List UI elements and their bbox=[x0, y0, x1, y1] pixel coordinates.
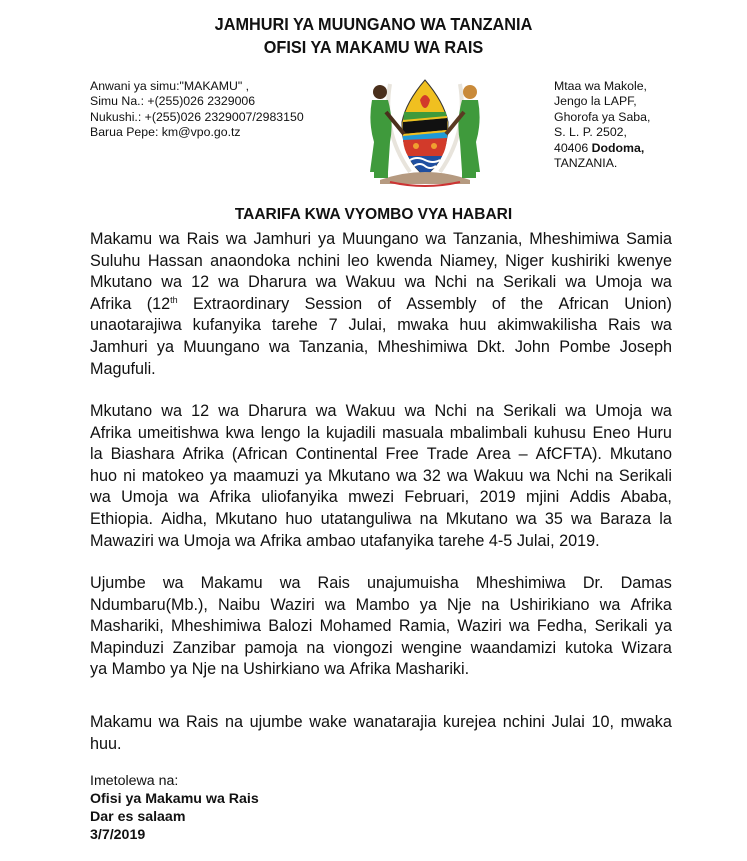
word: wa bbox=[158, 713, 180, 731]
word: Dharura bbox=[248, 402, 307, 420]
word: wa bbox=[404, 273, 426, 292]
text-line bbox=[90, 423, 672, 445]
word: 35 bbox=[544, 509, 563, 528]
word: nchini bbox=[297, 251, 340, 270]
word: ya bbox=[90, 660, 108, 679]
email-address: Barua Pepe: km@vpo.go.tz bbox=[90, 125, 241, 140]
word: 4-5 bbox=[488, 531, 513, 550]
word: maamuzi bbox=[233, 466, 299, 485]
word: Februari, bbox=[404, 488, 470, 507]
word: Ababa, bbox=[620, 488, 672, 507]
word: Wakuu bbox=[345, 402, 396, 420]
word: Mheshimiwa bbox=[475, 574, 566, 592]
word: nchini bbox=[502, 713, 546, 731]
word: Huru bbox=[636, 423, 672, 442]
word: Mohamed bbox=[319, 617, 392, 636]
word: na bbox=[475, 402, 494, 420]
text-line bbox=[90, 616, 672, 638]
word: ya bbox=[304, 466, 322, 485]
word: Naibu bbox=[217, 595, 261, 614]
word: Dr. bbox=[582, 574, 604, 592]
word: Ushirkiano bbox=[243, 660, 320, 679]
word: Umoja bbox=[595, 402, 643, 420]
word: Mkutano bbox=[445, 509, 508, 528]
word: Afrika bbox=[630, 595, 672, 614]
word: wa bbox=[279, 574, 301, 592]
word: lengo bbox=[260, 423, 301, 442]
word: huu bbox=[459, 316, 487, 335]
word: Julai, bbox=[348, 316, 387, 335]
word: Serikali bbox=[618, 466, 672, 485]
word: Eneo bbox=[592, 423, 631, 442]
word: Ndumbaru(Mb.), bbox=[90, 595, 208, 614]
word: tarehe bbox=[438, 531, 485, 550]
word: Afrika bbox=[90, 423, 132, 442]
word: the bbox=[520, 294, 544, 313]
word: Jamhuri bbox=[253, 230, 312, 248]
text-line bbox=[90, 466, 672, 488]
word: wa bbox=[599, 595, 621, 614]
issue-date: 3/7/2019 bbox=[90, 827, 146, 843]
word: wa bbox=[162, 574, 184, 592]
word: na bbox=[419, 509, 438, 528]
word: Mashariki. bbox=[395, 660, 470, 679]
word: utatanguliwa bbox=[320, 509, 412, 528]
header-country: JAMHURI YA MUUNGANO WA TANZANIA bbox=[214, 14, 533, 34]
word: Mkutano bbox=[90, 273, 153, 292]
word: Dkt. bbox=[476, 337, 506, 356]
word: 7 bbox=[328, 316, 338, 335]
word: Extraordinary bbox=[192, 294, 290, 313]
ordinal-suffix: th bbox=[170, 294, 178, 305]
word: wa bbox=[269, 337, 290, 356]
word: ya bbox=[317, 230, 336, 248]
word: umeitishwa bbox=[137, 423, 219, 442]
word: wa bbox=[234, 531, 256, 550]
word: waandamizi bbox=[470, 638, 557, 657]
text-line bbox=[90, 294, 672, 316]
text-line bbox=[90, 315, 672, 337]
word: Suluhu bbox=[90, 251, 141, 270]
word: mwezi bbox=[348, 488, 394, 507]
fax-number: Nukushi.: +(255)026 2329007/2983150 bbox=[90, 109, 304, 124]
word: Julai bbox=[551, 713, 585, 731]
word: African bbox=[558, 294, 609, 313]
paragraph-4 bbox=[90, 712, 672, 755]
word: wa bbox=[225, 230, 247, 248]
word: Afrika bbox=[209, 488, 251, 507]
issuing-office: Ofisi ya Makamu wa Rais bbox=[90, 791, 259, 807]
city-line bbox=[554, 141, 650, 156]
word: Damas bbox=[620, 574, 672, 592]
word: Mawaziri bbox=[90, 531, 154, 550]
word: na bbox=[594, 466, 613, 485]
word: tarehe bbox=[271, 316, 318, 335]
text-line bbox=[90, 638, 672, 660]
word: Addis bbox=[569, 488, 611, 507]
word: Mambo bbox=[355, 595, 410, 614]
word: huu. bbox=[90, 734, 122, 753]
word: wa bbox=[158, 531, 180, 550]
telegraphic-address: Anwani ya simu:"MAKAMU" , bbox=[90, 79, 250, 93]
word: Umoja bbox=[595, 273, 643, 292]
word: Hassan bbox=[147, 251, 203, 270]
text-line bbox=[90, 659, 672, 681]
word: Afrika bbox=[260, 531, 302, 550]
word: Joseph bbox=[619, 337, 672, 356]
word: mwaka bbox=[397, 316, 449, 335]
word: viongozi bbox=[333, 638, 393, 657]
coat-of-arms-icon bbox=[360, 72, 490, 190]
word: pamoja bbox=[244, 638, 298, 657]
word: la bbox=[306, 423, 320, 442]
paragraph-2 bbox=[90, 401, 672, 552]
word: wa bbox=[161, 402, 182, 420]
word: kujadili bbox=[326, 423, 376, 442]
word: Niamey, bbox=[439, 251, 498, 270]
word: Fedha, bbox=[536, 617, 588, 636]
word: Wakuu bbox=[473, 466, 524, 485]
text-line bbox=[90, 712, 672, 734]
paragraph-1 bbox=[90, 229, 672, 380]
word: ni bbox=[123, 466, 136, 485]
word: Wizara bbox=[621, 638, 672, 657]
word: mbalimbali bbox=[449, 423, 528, 442]
word: wa bbox=[651, 402, 672, 420]
word: Julai, bbox=[516, 531, 555, 550]
text-line bbox=[90, 531, 672, 553]
word: Umoja bbox=[183, 531, 231, 550]
word: na bbox=[220, 660, 239, 679]
issue-place: Dar es salaam bbox=[90, 809, 186, 825]
word: 12 bbox=[191, 273, 210, 292]
word: Umoja bbox=[121, 488, 168, 507]
word: Makamu bbox=[90, 713, 153, 731]
word: wanatarajia bbox=[353, 713, 437, 731]
header-office: OFISI YA MAKAMU WA RAIS bbox=[263, 37, 484, 57]
word: kurejea bbox=[443, 713, 497, 731]
word: Niger bbox=[505, 251, 544, 270]
text-line bbox=[90, 734, 672, 756]
word: of bbox=[377, 294, 391, 313]
word: Rais bbox=[185, 713, 219, 731]
word: wa bbox=[565, 273, 587, 292]
word: Afrika bbox=[182, 445, 224, 464]
word: wa bbox=[324, 660, 345, 679]
word: Ramia, bbox=[398, 617, 451, 636]
word: wa bbox=[404, 402, 426, 420]
word: Continental bbox=[295, 445, 378, 464]
word: Jamhuri bbox=[90, 337, 148, 356]
word: Nchi bbox=[434, 273, 467, 292]
word: Baraza bbox=[599, 509, 652, 528]
paragraph-3 bbox=[90, 573, 672, 681]
city-name: Dodoma, bbox=[591, 140, 645, 155]
word: kutoka bbox=[565, 638, 613, 657]
word: Zanzibar bbox=[172, 638, 236, 657]
document-title: TAARIFA KWA VYOMBO VYA HABARI bbox=[234, 206, 513, 223]
word: kwenda bbox=[376, 251, 433, 270]
word: kushiriki bbox=[551, 251, 610, 270]
ordinal-number: (12 bbox=[146, 294, 171, 313]
word: Mapinduzi bbox=[90, 638, 164, 657]
word: Rais bbox=[186, 230, 219, 248]
word: Free bbox=[385, 445, 419, 464]
word: na bbox=[306, 638, 325, 657]
word: ambao bbox=[306, 531, 356, 550]
word: AfCFTA). bbox=[535, 445, 602, 464]
contact-address-block bbox=[90, 79, 304, 141]
word: Rais bbox=[317, 574, 350, 592]
word: wake bbox=[309, 713, 348, 731]
word: 2019 bbox=[479, 488, 516, 507]
word: wa bbox=[315, 402, 337, 420]
word: Ushirikiano bbox=[509, 595, 590, 614]
word: wa bbox=[571, 509, 592, 528]
word: Samia bbox=[626, 230, 672, 248]
word: wa bbox=[218, 273, 239, 292]
word: Serikali bbox=[594, 617, 648, 636]
building-line: Jengo la LAPF, bbox=[554, 94, 637, 109]
word: Aidha, bbox=[161, 509, 208, 528]
text-line bbox=[90, 595, 672, 617]
word: mwaka bbox=[620, 713, 672, 731]
word: wa bbox=[651, 316, 672, 335]
word: Assembly bbox=[406, 294, 477, 313]
text-line-with-superscript bbox=[90, 294, 672, 316]
word: Muungano bbox=[183, 337, 260, 356]
text-line bbox=[90, 573, 672, 595]
po-box-line: S. L. P. 2502, bbox=[554, 125, 627, 140]
word: utafanyika bbox=[360, 531, 434, 550]
word: 12 bbox=[191, 402, 210, 420]
word: Mheshimiwa bbox=[529, 230, 620, 248]
word: wa bbox=[178, 488, 199, 507]
word: anaondoka bbox=[210, 251, 291, 270]
text-line bbox=[90, 337, 672, 359]
word: ya bbox=[654, 617, 672, 636]
word: wa bbox=[161, 273, 182, 292]
word: wa bbox=[565, 402, 587, 420]
word: akimwakilisha bbox=[497, 316, 598, 335]
word: huo bbox=[90, 466, 118, 485]
postal-address-block bbox=[554, 79, 650, 171]
text-line bbox=[90, 229, 672, 251]
word: Nje bbox=[191, 660, 217, 679]
phone-number: Simu Na.: +(255)026 2329006 bbox=[90, 94, 256, 109]
word: ujumbe bbox=[249, 713, 303, 731]
word: 32 bbox=[422, 466, 441, 485]
word: wa bbox=[425, 230, 447, 248]
line-fragment bbox=[147, 294, 178, 316]
word: – bbox=[518, 445, 528, 464]
word: la bbox=[659, 509, 672, 528]
word: wa bbox=[651, 273, 672, 292]
word: kwenye bbox=[617, 251, 672, 270]
word: Ujumbe bbox=[90, 574, 146, 592]
word: kuhusu bbox=[533, 423, 586, 442]
line-fragment: Afrika bbox=[90, 294, 132, 313]
word: wa bbox=[324, 595, 346, 614]
word: wa bbox=[446, 466, 468, 485]
word: Pombe bbox=[559, 337, 611, 356]
word: unaotarajiwa bbox=[90, 316, 182, 335]
word: Session bbox=[304, 294, 363, 313]
word: wa bbox=[508, 617, 530, 636]
word: Waziri bbox=[270, 595, 315, 614]
word: Magufuli. bbox=[90, 359, 156, 378]
word: Mkutano bbox=[609, 445, 672, 464]
word: uliofanyika bbox=[261, 488, 338, 507]
word: Area bbox=[476, 445, 511, 464]
word: Mambo bbox=[111, 660, 166, 679]
word: wa bbox=[315, 273, 337, 292]
word: Mkutano bbox=[90, 402, 153, 420]
text-line bbox=[90, 359, 672, 381]
text-line bbox=[90, 509, 672, 531]
word: Trade bbox=[426, 445, 469, 464]
word: ya bbox=[170, 660, 188, 679]
country-line: TANZANIA. bbox=[554, 156, 618, 171]
word: Balozi bbox=[268, 617, 313, 636]
word: Muungano bbox=[342, 230, 419, 248]
word: Rais bbox=[607, 316, 641, 335]
signature-block bbox=[90, 772, 259, 844]
word: Mkutano bbox=[327, 466, 391, 485]
word: of bbox=[491, 294, 506, 313]
word: Ethiopia. bbox=[90, 509, 153, 528]
word: na bbox=[224, 713, 243, 731]
word: la bbox=[90, 445, 103, 464]
word: leo bbox=[347, 251, 369, 270]
word: Dharura bbox=[248, 273, 307, 292]
text-line bbox=[90, 401, 672, 423]
word: ya bbox=[209, 466, 228, 485]
word: Mheshimiwa bbox=[171, 617, 261, 636]
word: John bbox=[514, 337, 550, 356]
word: Nchi bbox=[556, 466, 589, 485]
word: Mashariki, bbox=[90, 617, 164, 636]
word: Union) bbox=[624, 294, 672, 313]
word: mjini bbox=[526, 488, 560, 507]
word: Serikali bbox=[503, 402, 557, 420]
word: masuala bbox=[382, 423, 444, 442]
word: kufanyika bbox=[192, 316, 262, 335]
word: matokeo bbox=[141, 466, 204, 485]
word: Makamu bbox=[90, 230, 153, 248]
word: Afrika bbox=[349, 660, 391, 679]
word: wa bbox=[516, 509, 537, 528]
postal-code: 40406 bbox=[554, 140, 589, 155]
text-line bbox=[90, 444, 672, 466]
word: ya bbox=[156, 337, 174, 356]
word: (African bbox=[231, 445, 288, 464]
word: wa bbox=[529, 466, 551, 485]
word: Tanzania, bbox=[298, 337, 369, 356]
word: wa bbox=[158, 230, 180, 248]
text-line bbox=[90, 272, 672, 294]
word: unajumuisha bbox=[366, 574, 459, 592]
street-line: Mtaa wa Makole, bbox=[554, 79, 647, 93]
word: wengine bbox=[401, 638, 462, 657]
word: Biashara bbox=[110, 445, 175, 464]
word: wa bbox=[218, 402, 239, 420]
word: Nchi bbox=[434, 402, 467, 420]
word: Nje bbox=[446, 595, 472, 614]
word: na bbox=[481, 595, 500, 614]
word: Waziri bbox=[457, 617, 502, 636]
word: wa bbox=[396, 466, 417, 485]
word: kwa bbox=[225, 423, 255, 442]
text-line bbox=[90, 251, 672, 273]
text-line bbox=[90, 487, 672, 509]
word: Serikali bbox=[503, 273, 557, 292]
word: 2019. bbox=[559, 531, 600, 550]
word: ya bbox=[419, 595, 437, 614]
word: 10, bbox=[591, 713, 615, 731]
word: huo bbox=[285, 509, 313, 528]
word: Mheshimiwa bbox=[377, 337, 468, 356]
word: wa bbox=[90, 488, 111, 507]
word: Makamu bbox=[200, 574, 263, 592]
word: Wakuu bbox=[345, 273, 396, 292]
floor-line: Ghorofa ya Saba, bbox=[554, 109, 651, 124]
word: Mkutano bbox=[215, 509, 278, 528]
word: na bbox=[475, 273, 494, 292]
word: Tanzania, bbox=[453, 230, 523, 248]
issued-by-label: Imetolewa na: bbox=[90, 773, 179, 789]
